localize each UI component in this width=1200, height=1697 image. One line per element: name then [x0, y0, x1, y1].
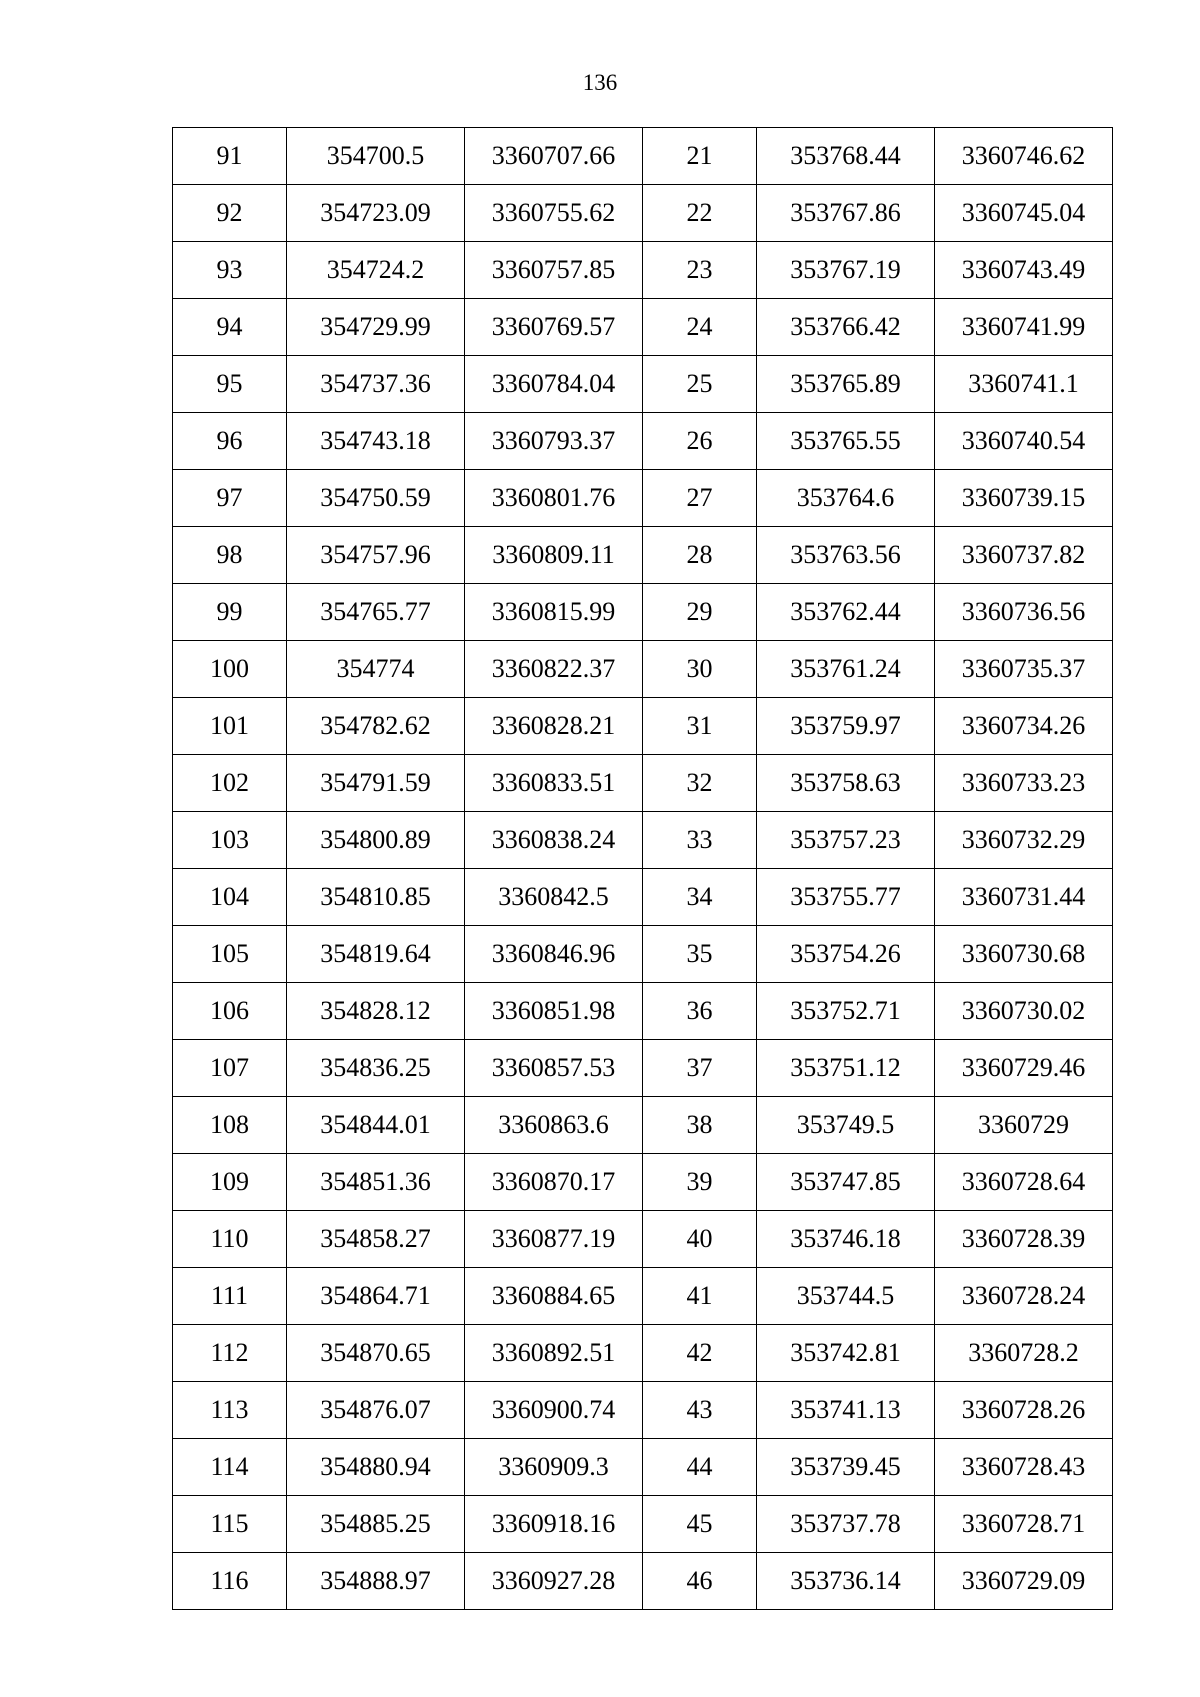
point-number-left: 107 [173, 1040, 287, 1097]
x-coordinate-right: 353736.14 [757, 1553, 935, 1610]
table-row [173, 1553, 1113, 1610]
coordinate-table [172, 127, 1113, 1610]
y-coordinate-right: 3360735.37 [935, 641, 1113, 698]
point-number-left: 102 [173, 755, 287, 812]
y-coordinate-right: 3360728.43 [935, 1439, 1113, 1496]
point-number-right: 41 [643, 1268, 757, 1325]
x-coordinate-right: 353766.42 [757, 299, 935, 356]
table-row [173, 185, 1113, 242]
y-coordinate-right: 3360728.24 [935, 1268, 1113, 1325]
point-number-left: 92 [173, 185, 287, 242]
point-number-left: 96 [173, 413, 287, 470]
y-coordinate-right: 3360728.71 [935, 1496, 1113, 1553]
x-coordinate-right: 353768.44 [757, 128, 935, 185]
point-number-right: 46 [643, 1553, 757, 1610]
table-row [173, 983, 1113, 1040]
table-row [173, 1097, 1113, 1154]
table-row [173, 413, 1113, 470]
point-number-left: 94 [173, 299, 287, 356]
point-number-right: 28 [643, 527, 757, 584]
x-coordinate-right: 353744.5 [757, 1268, 935, 1325]
y-coordinate-left: 3360870.17 [465, 1154, 643, 1211]
x-coordinate-right: 353747.85 [757, 1154, 935, 1211]
point-number-left: 115 [173, 1496, 287, 1553]
point-number-right: 21 [643, 128, 757, 185]
y-coordinate-left: 3360757.85 [465, 242, 643, 299]
x-coordinate-right: 353765.89 [757, 356, 935, 413]
point-number-right: 43 [643, 1382, 757, 1439]
table-row [173, 1496, 1113, 1553]
x-coordinate-left: 354844.01 [287, 1097, 465, 1154]
y-coordinate-right: 3360743.49 [935, 242, 1113, 299]
point-number-left: 101 [173, 698, 287, 755]
y-coordinate-left: 3360918.16 [465, 1496, 643, 1553]
x-coordinate-left: 354864.71 [287, 1268, 465, 1325]
table-row [173, 869, 1113, 926]
x-coordinate-left: 354885.25 [287, 1496, 465, 1553]
x-coordinate-right: 353749.5 [757, 1097, 935, 1154]
x-coordinate-right: 353742.81 [757, 1325, 935, 1382]
point-number-right: 37 [643, 1040, 757, 1097]
point-number-left: 108 [173, 1097, 287, 1154]
x-coordinate-right: 353739.45 [757, 1439, 935, 1496]
x-coordinate-left: 354700.5 [287, 128, 465, 185]
y-coordinate-left: 3360833.51 [465, 755, 643, 812]
x-coordinate-left: 354810.85 [287, 869, 465, 926]
table-row [173, 1325, 1113, 1382]
x-coordinate-right: 353751.12 [757, 1040, 935, 1097]
point-number-left: 106 [173, 983, 287, 1040]
y-coordinate-right: 3360734.26 [935, 698, 1113, 755]
y-coordinate-right: 3360729.09 [935, 1553, 1113, 1610]
y-coordinate-left: 3360793.37 [465, 413, 643, 470]
point-number-right: 36 [643, 983, 757, 1040]
point-number-left: 99 [173, 584, 287, 641]
point-number-left: 100 [173, 641, 287, 698]
point-number-right: 33 [643, 812, 757, 869]
x-coordinate-right: 353759.97 [757, 698, 935, 755]
point-number-left: 93 [173, 242, 287, 299]
point-number-left: 98 [173, 527, 287, 584]
x-coordinate-left: 354750.59 [287, 470, 465, 527]
point-number-left: 114 [173, 1439, 287, 1496]
x-coordinate-right: 353758.63 [757, 755, 935, 812]
y-coordinate-left: 3360900.74 [465, 1382, 643, 1439]
table-row [173, 1268, 1113, 1325]
x-coordinate-left: 354765.77 [287, 584, 465, 641]
point-number-right: 23 [643, 242, 757, 299]
y-coordinate-left: 3360884.65 [465, 1268, 643, 1325]
y-coordinate-left: 3360892.51 [465, 1325, 643, 1382]
y-coordinate-left: 3360909.3 [465, 1439, 643, 1496]
point-number-right: 45 [643, 1496, 757, 1553]
y-coordinate-right: 3360730.02 [935, 983, 1113, 1040]
x-coordinate-left: 354782.62 [287, 698, 465, 755]
x-coordinate-right: 353746.18 [757, 1211, 935, 1268]
point-number-right: 29 [643, 584, 757, 641]
y-coordinate-left: 3360846.96 [465, 926, 643, 983]
point-number-right: 22 [643, 185, 757, 242]
x-coordinate-left: 354743.18 [287, 413, 465, 470]
point-number-right: 34 [643, 869, 757, 926]
y-coordinate-right: 3360745.04 [935, 185, 1113, 242]
y-coordinate-right: 3360728.26 [935, 1382, 1113, 1439]
x-coordinate-right: 353754.26 [757, 926, 935, 983]
x-coordinate-left: 354836.25 [287, 1040, 465, 1097]
table-row [173, 698, 1113, 755]
y-coordinate-right: 3360746.62 [935, 128, 1113, 185]
x-coordinate-right: 353741.13 [757, 1382, 935, 1439]
table-row [173, 527, 1113, 584]
x-coordinate-right: 353765.55 [757, 413, 935, 470]
table-row [173, 299, 1113, 356]
y-coordinate-left: 3360801.76 [465, 470, 643, 527]
x-coordinate-right: 353767.19 [757, 242, 935, 299]
point-number-right: 32 [643, 755, 757, 812]
y-coordinate-left: 3360842.5 [465, 869, 643, 926]
point-number-right: 40 [643, 1211, 757, 1268]
point-number-left: 113 [173, 1382, 287, 1439]
x-coordinate-left: 354876.07 [287, 1382, 465, 1439]
x-coordinate-left: 354880.94 [287, 1439, 465, 1496]
x-coordinate-left: 354737.36 [287, 356, 465, 413]
x-coordinate-left: 354757.96 [287, 527, 465, 584]
y-coordinate-right: 3360728.39 [935, 1211, 1113, 1268]
table-row [173, 1439, 1113, 1496]
y-coordinate-left: 3360877.19 [465, 1211, 643, 1268]
point-number-right: 44 [643, 1439, 757, 1496]
x-coordinate-right: 353763.56 [757, 527, 935, 584]
x-coordinate-left: 354819.64 [287, 926, 465, 983]
y-coordinate-left: 3360707.66 [465, 128, 643, 185]
table-row [173, 470, 1113, 527]
table-row [173, 812, 1113, 869]
table-row [173, 1040, 1113, 1097]
y-coordinate-right: 3360730.68 [935, 926, 1113, 983]
point-number-right: 35 [643, 926, 757, 983]
y-coordinate-left: 3360828.21 [465, 698, 643, 755]
point-number-left: 104 [173, 869, 287, 926]
x-coordinate-right: 353757.23 [757, 812, 935, 869]
point-number-right: 25 [643, 356, 757, 413]
y-coordinate-left: 3360851.98 [465, 983, 643, 1040]
x-coordinate-left: 354828.12 [287, 983, 465, 1040]
point-number-left: 109 [173, 1154, 287, 1211]
point-number-right: 26 [643, 413, 757, 470]
x-coordinate-left: 354851.36 [287, 1154, 465, 1211]
point-number-right: 24 [643, 299, 757, 356]
table-row [173, 1154, 1113, 1211]
y-coordinate-right: 3360728.64 [935, 1154, 1113, 1211]
point-number-left: 116 [173, 1553, 287, 1610]
y-coordinate-left: 3360822.37 [465, 641, 643, 698]
y-coordinate-left: 3360857.53 [465, 1040, 643, 1097]
point-number-left: 91 [173, 128, 287, 185]
point-number-left: 103 [173, 812, 287, 869]
y-coordinate-left: 3360755.62 [465, 185, 643, 242]
x-coordinate-right: 353737.78 [757, 1496, 935, 1553]
point-number-left: 111 [173, 1268, 287, 1325]
y-coordinate-right: 3360740.54 [935, 413, 1113, 470]
x-coordinate-left: 354888.97 [287, 1553, 465, 1610]
point-number-right: 27 [643, 470, 757, 527]
point-number-right: 38 [643, 1097, 757, 1154]
y-coordinate-left: 3360927.28 [465, 1553, 643, 1610]
y-coordinate-right: 3360741.1 [935, 356, 1113, 413]
table-row [173, 755, 1113, 812]
x-coordinate-right: 353761.24 [757, 641, 935, 698]
y-coordinate-left: 3360784.04 [465, 356, 643, 413]
table-row [173, 128, 1113, 185]
point-number-right: 31 [643, 698, 757, 755]
table-row [173, 356, 1113, 413]
x-coordinate-left: 354729.99 [287, 299, 465, 356]
x-coordinate-left: 354800.89 [287, 812, 465, 869]
y-coordinate-right: 3360729.46 [935, 1040, 1113, 1097]
point-number-left: 112 [173, 1325, 287, 1382]
y-coordinate-right: 3360729 [935, 1097, 1113, 1154]
table-row [173, 926, 1113, 983]
point-number-left: 97 [173, 470, 287, 527]
y-coordinate-right: 3360737.82 [935, 527, 1113, 584]
y-coordinate-right: 3360728.2 [935, 1325, 1113, 1382]
table-row [173, 641, 1113, 698]
point-number-left: 95 [173, 356, 287, 413]
x-coordinate-right: 353762.44 [757, 584, 935, 641]
x-coordinate-left: 354774 [287, 641, 465, 698]
y-coordinate-right: 3360732.29 [935, 812, 1113, 869]
point-number-right: 42 [643, 1325, 757, 1382]
x-coordinate-right: 353755.77 [757, 869, 935, 926]
x-coordinate-left: 354858.27 [287, 1211, 465, 1268]
coordinate-table-body [173, 128, 1113, 1610]
y-coordinate-right: 3360731.44 [935, 869, 1113, 926]
point-number-left: 110 [173, 1211, 287, 1268]
point-number-right: 30 [643, 641, 757, 698]
x-coordinate-left: 354723.09 [287, 185, 465, 242]
y-coordinate-right: 3360739.15 [935, 470, 1113, 527]
y-coordinate-left: 3360769.57 [465, 299, 643, 356]
y-coordinate-left: 3360863.6 [465, 1097, 643, 1154]
x-coordinate-left: 354724.2 [287, 242, 465, 299]
point-number-left: 105 [173, 926, 287, 983]
y-coordinate-right: 3360741.99 [935, 299, 1113, 356]
x-coordinate-right: 353767.86 [757, 185, 935, 242]
x-coordinate-left: 354791.59 [287, 755, 465, 812]
y-coordinate-right: 3360733.23 [935, 755, 1113, 812]
page-number: 136 [582, 70, 618, 95]
y-coordinate-left: 3360838.24 [465, 812, 643, 869]
table-row [173, 1382, 1113, 1439]
y-coordinate-right: 3360736.56 [935, 584, 1113, 641]
x-coordinate-left: 354870.65 [287, 1325, 465, 1382]
y-coordinate-left: 3360809.11 [465, 527, 643, 584]
point-number-right: 39 [643, 1154, 757, 1211]
y-coordinate-left: 3360815.99 [465, 584, 643, 641]
table-row [173, 1211, 1113, 1268]
table-row [173, 584, 1113, 641]
x-coordinate-right: 353764.6 [757, 470, 935, 527]
table-row [173, 242, 1113, 299]
x-coordinate-right: 353752.71 [757, 983, 935, 1040]
